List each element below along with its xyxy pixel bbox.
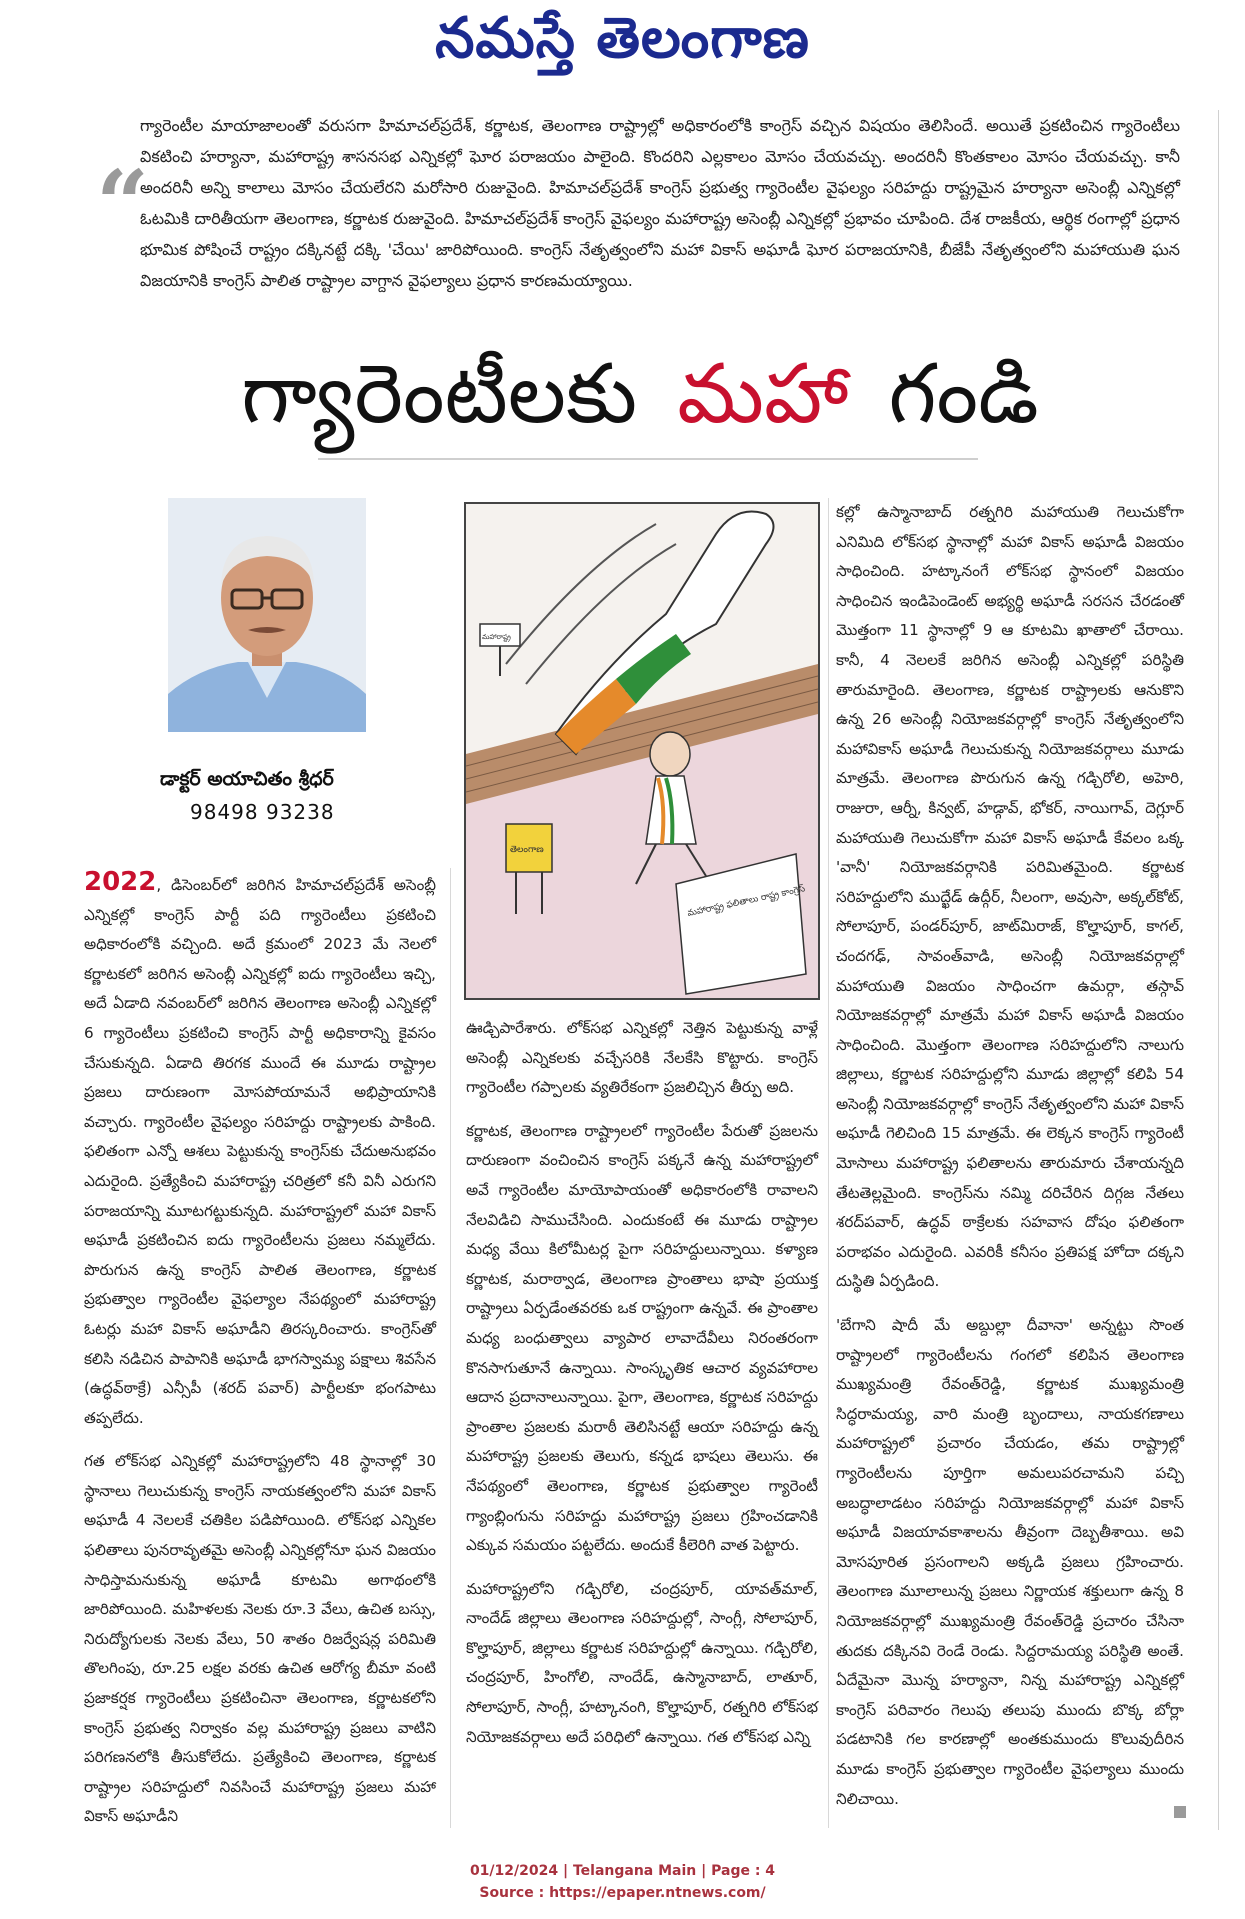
headline — [100, 340, 1180, 450]
footer-source[interactable]: Source : https://epaper.ntnews.com/ — [479, 1885, 766, 1901]
author-name: డాక్టర్ అయాచితం శ్రీధర్ — [160, 768, 334, 790]
author-portrait-icon — [168, 498, 366, 732]
masthead-title: నమస్తే తెలంగాణ — [435, 5, 810, 71]
quote-mark-icon: “ — [96, 150, 149, 258]
footer-date-edition: 01/12/2024 | Telangana Main | Page : 4 — [469, 1863, 776, 1879]
column-1-paragraph-2: గత లోక్‌సభ ఎన్నికల్లో మహారాష్ట్రలోని 48 స్థానాల్లో 30 స్థానాలు గెలుచుకున్న కాంగ్రెస్ నాయకత్వంలోని మహా వికాస్ అఘాడీ 4 నెలలకే చతికిల పడిపోయింది. లోక్‌సభ ఎన్నికల ఫలితాలు పునరావృతమై అసెంబ్లీ ఎన్నికల్లోనూ ఘన విజయం సాధిస్తామనుకున్న అఘాడీ కూటమి అగాథంలోకి జారిపోయింది. మహిళలకు నెలకు రూ.3 వేలు, ఉచిత బస్సు, నిరుద్యోగులకు నెలకు వేలు, 50 శాతం రిజర్వేషన్ల పరిమితి తొలగింపు, రూ.25 లక్షల వరకు ఉచిత ఆరోగ్య బీమా వంటి ప్రజాకర్షక గ్యారెంటీలు ప్రకటించినా తెలంగాణ, కర్ణాటకలోని కాంగ్రెస్ ప్రభుత్వ నిర్వాకం వల్ల మహారాష్ట్ర ప్రజలు వాటిని పరిగణనలోకి తీసుకోలేదు. ప్రత్యేకించి తెలంగాణ, కర్ణాటక రాష్ట్రాల సరిహద్దులో నివసించే మహారాష్ట్ర ప్రజలు మహా వికాస్ అఘాడీని — [84, 1452, 436, 1826]
cartoon-sign-telangana: తెలంగాణ — [510, 845, 544, 855]
column-1-text-1: , డిసెంబర్‌లో జరిగిన హిమాచల్‌ప్రదేశ్ అసెంబ్లీ ఎన్నికల్లో కాంగ్రెస్ పార్టీ పది గ్యారెంటీలు ప్రకటించి అధికారంలోకి వచ్చింది. అదే క్రమంలో 2023 మే నెలలో కర్ణాటకలో జరిగిన అసెంబ్లీ ఎన్నికల్లో ఐదు గ్యారెంటీలు ఇచ్చి, అదే ఏడాది నవంబర్‌లో జరిగిన తెలంగాణ అసెంబ్లీ ఎన్నికల్లో 6 గ్యారెంటీలు ప్రకటించి కాంగ్రెస్ పార్టీ అధికారాన్ని కైవసం చేసుకున్నది. ఏడాది తిరగక ముందే ఈ మూడు రాష్ట్రాల ప్రజలు దారుణంగా మోసపోయామనే అభిప్రాయానికి వచ్చారు. గ్యారెంటీల వైఫల్యం సరిహద్దు రాష్ట్రాలకు పాకింది. ఫలితంగా ఎన్నో ఆశలు పెట్టుకున్న కాంగ్రెస్‌కు చేదుఅనుభవం ఎదురైంది. ప్రత్యేకించి మహారాష్ట్ర చరిత్రలో కనీ వినీ ఎరుగని పరాజయాన్ని మూటగట్టుకున్నది. మహారాష్ట్రలో మహా వికాస్ అఘాడీ ప్రకటించిన ఐదు గ్యారెంటీలను ప్రజలు నమ్మలేదు. పొరుగున ఉన్న కాంగ్రెస్ పాలిత తెలంగాణ, కర్ణాటక ప్రభుత్వాల గ్యారెంటీల వైఫల్యాల నేపథ్యంలో మహారాష్ట్ర ఓటర్లు మహా వికాస్ అఘాడీని తిరస్కరించారు. కాంగ్రెస్‌తో కలిసి నడిచిన పాపానికి అఘాడీ భాగస్వామ్య పక్షాలు శివసేన (ఉద్ధవ్‌ఠాక్రే) ఎన్సీపీ (శరద్ పవార్) పార్టీలకూ భంగపాటు తప్పలేదు. — [84, 876, 436, 1427]
author-phone: 98498 93238 — [190, 800, 335, 824]
column-3-paragraph-2: 'బేగాని షాదీ మే అబ్దుల్లా దీవానా' అన్నట్టు సొంత రాష్ట్రాలలో గ్యారెంటీలను గంగలో కలిపిన తెలంగాణ ముఖ్యమంత్రి రేవంత్‌రెడ్డి, కర్ణాటక ముఖ్యమంత్రి సిద్ధరామయ్య, వారి మంత్రి బృందాలు, నాయకగణాలు మహారాష్ట్రలో ప్రచారం చేయడం, తమ రాష్ట్రాల్లో గ్యారెంటీలను పూర్తిగా అమలుపరచామని పచ్చి అబద్ధాలాడటం సరిహద్దు నియోజకవర్గాల్లో మహా వికాస్ అఘాడీ విజయావకాశాలను తీవ్రంగా దెబ్బతీశాయి. అవి మోసపూరిత ప్రసంగాలని అక్కడి ప్రజలు గ్రహించారు. తెలంగాణ మూలాలున్న ప్రజలు నిర్ణాయక శక్తులుగా ఉన్న 8 నియోజకవర్గాల్లో ముఖ్యమంత్రి రేవంత్‌రెడ్డి ప్రచారం చేసినా తుదకు దక్కినవి రెండే రెండు. సిద్దరామయ్య పరిస్థితి అంతే. ఏదేమైనా మొన్న హర్యానా, నిన్న మహారాష్ట్ర ఎన్నికల్లో కాంగ్రెస్ పరివారం గెలుపు తలుపు ముందు బొక్క బోర్లా పడటానికి గల కారణాల్లో అంతకుముందు కొలువుదీరిన మూడు కాంగ్రెస్ ప్రభుత్వాల గ్యారెంటీల వైఫల్యాలు ముందు నిలిచాయి. — [836, 1316, 1184, 1808]
column-2-paragraph-2: మహారాష్ట్రలోని గడ్చిరోలి, చంద్రపూర్, యావత్‌మాల్, నాందేడ్ జిల్లాలు తెలంగాణ సరిహద్దుల్లో, సాంగ్లీ, సోలాపూర్, కొల్హాపూర్, జిల్లాలు కర్ణాటక సరిహద్దుల్లో ఉన్నాయి. గడ్చిరోలి, చంద్రపూర్, హింగోలి, నాందేడ్, ఉస్మానాబాద్, లాతూర్, సోలాపూర్, సాంగ్లీ, హట్కానంగి, కొల్హాపూర్, రత్నగిరి లోక్‌సభ నియోజకవర్గాలు అదే పరిధిలో ఉన్నాయి. గత లోక్‌సభ ఎన్ని — [466, 1579, 818, 1746]
headline-part-1: గ్యారెంటీలకు — [241, 347, 638, 442]
headline-part-2: మహా — [677, 347, 849, 442]
column-1-paragraph-1 — [84, 868, 436, 1433]
article-column-3 — [836, 498, 1184, 1828]
column-2-paragraph-1: కర్ణాటక, తెలంగాణ రాష్ట్రాలలో గ్యారెంటీల పేరుతో ప్రజలను దారుణంగా వంచించిన కాంగ్రెస్ పక్కనే ఉన్న మహారాష్ట్రలో అవే గ్యారెంటీల మాయోపాయంతో అధికారంలోకి రావాలని నేలవిడిచి సాముచేసింది. ఎందుకంటే ఈ మూడు రాష్ట్రాల మధ్య వేయి కిలోమీటర్ల పైగా సరిహద్దులున్నాయి. కళ్యాణ కర్ణాటక, మరాఠ్వాడ, తెలంగాణ ప్రాంతాలు భాషా ప్రయుక్త రాష్ట్రాలు ఏర్పడేంతవరకు ఒక రాష్ట్రంగా ఉన్నవే. ఈ ప్రాంతాల మధ్య బంధుత్వాలు వ్యాపార లావాదేవీలు నిరంతరంగా కొనసాగుతూనే ఉన్నాయి. సాంస్కృతిక ఆచార వ్యవహారాల ఆదాన ప్రదానాలున్నాయి. పైగా, తెలంగాణ, కర్ణాటక సరిహద్దు ప్రాంతాల ప్రజలకు మరాఠీ తెలిసినట్టే ఆయా సరిహద్దు ఉన్న మహారాష్ట్ర ప్రజలకు తెలుగు, కన్నడ భాషలు తెలుసు. ఈ నేపథ్యంలో తెలంగాణ, కర్ణాటక ప్రభుత్వాల గ్యారెంటీ గ్యాంబ్లింగును సరిహద్దు మహారాష్ట్ర ప్రజలు గ్రహించడానికి ఎక్కువ సమయం పట్టలేదు. అందుకే కీలెరిగి వాత పెట్టారు. — [466, 1121, 818, 1555]
editorial-cartoon — [464, 502, 820, 1000]
lede-paragraph: గ్యారెంటీల మాయాజాలంతో వరుసగా హిమాచల్‌ప్రదేశ్, కర్ణాటక, తెలంగాణ రాష్ట్రాల్లో అధికారంలోకి కాంగ్రెస్ వచ్చిన విషయం తెలిసిందే. అయితే ప్రకటించిన గ్యారెంటీలు వికటించి హర్యానా, మహారాష్ట్ర శాసనసభ ఎన్నికల్లో ఘోర పరాజయం పాలైంది. కొందరిని ఎల్లకాలం మోసం చేయవచ్చు. అందరినీ కొంతకాలం మోసం చేయవచ్చు. కానీ అందరినీ అన్ని కాలాలు మోసం చేయలేరని మరోసారి రుజువైంది. హిమాచల్‌ప్రదేశ్ కాంగ్రెస్ ప్రభుత్వ గ్యారెంటీల వైఫల్యం సరిహద్దు రాష్ట్రమైన హర్యానా అసెంబ్లీ ఎన్నికల్లో ఓటమికి దారితీయగా తెలంగాణ, కర్ణాటక రుజువైంది. హిమాచల్‌ప్రదేశ్ కాంగ్రెస్ వైఫల్యం మహారాష్ట్ర అసెంబ్లీ ఎన్నికల్లో ప్రభావం చూపింది. దేశ రాజకీయ, ఆర్థిక రంగాల్లో ప్రధాన భూమిక పోషించే రాష్ట్రం దక్కినట్టే దక్కి 'చేయి' జారిపోయింది. కాంగ్రెస్ నేతృత్వంలోని మహా వికాస్ అఘాడీ ఘోర పరాజయానికి, బీజేపీ నేతృత్వంలోని మహాయుతి ఘన విజయానికి కాంగ్రెస్ పాలిత రాష్ట్రాల వాగ్దాన వైఫల్యాలు ప్రధాన కారణమయ్యాయి. — [140, 116, 1180, 290]
cartoon-sign-maharashtra: మహారాష్ట్ర — [482, 633, 511, 641]
page-side-rule — [1218, 110, 1219, 1830]
column-divider-2 — [828, 498, 829, 1828]
page-footer — [0, 1860, 1245, 1904]
cartoon-illustration-icon — [466, 504, 818, 998]
article-column-2 — [466, 1014, 818, 1766]
masthead — [0, 6, 1245, 84]
column-2-paragraph-0: ఊడ్చిపారేశారు. లోక్‌సభ ఎన్నికల్లో నెత్తిన పెట్టుకున్న వాళ్లే అసెంబ్లీ ఎన్నికలకు వచ్చేసరికి నేలకేసి కొట్టారు. కాంగ్రెస్ గ్యారెంటీల గప్పాలకు వ్యతిరేకంగా ప్రజలిచ్చిన తీర్పు అది. — [466, 1019, 818, 1097]
headline-part-3: గండి — [888, 347, 1039, 442]
cartoon-paper-text: మహారాష్ట్ర ఫలితాలు రాష్ట్ర కాంగ్రెస్ — [686, 884, 807, 919]
column-3-paragraph-1: కల్లో ఉస్మానాబాద్ రత్నగిరి మహాయుతి గెలుచుకోగా ఎనిమిది లోక్‌సభ స్థానాల్లో మహా వికాస్ అఘాడీ విజయం సాధించింది. హట్కానంగే లోక్‌సభ స్థానంలో విజయం సాధించిన ఇండిపెండెంట్ అభ్యర్థి అఘాడీ సరసన చేరడంతో మొత్తంగా 11 స్థానాల్లో 9 ఆ కూటమి ఖాతాలో చేరాయి. కానీ, 4 నెలలకే జరిగిన అసెంబ్లీ ఎన్నికల్లో పరిస్థితి తారుమారైంది. తెలంగాణ, కర్ణాటక రాష్ట్రాలకు ఆనుకొని ఉన్న 26 అసెంబ్లీ నియోజకవర్గాల్లో కాంగ్రెస్ నేతృత్వంలోని మహావికాస్ అఘాడీ గెలుచుకున్న నియోజకవర్గాలు మూడు మాత్రమే. తెలంగాణ పొరుగున ఉన్న గడ్చిరోలి, అహెరి, రాజురా, ఆర్నీ, కిన్వట్, హడ్గావ్, భోకర్, నాయిగావ్, దెగ్లూర్ మహాయుతి గెలుచుకోగా మహా వికాస్ అఘాడీ కేవలం ఒక్క 'వానీ' నియోజకవర్గానికి పరిమితమైంది. కర్ణాటక సరిహద్దులోని ముద్ఖేడ్ ఉద్గీర్, నీలంగా, అవుసా, అక్కల్‌కోట్, సోలాపూర్, పండర్‌పూర్, జాట్‌మిరాజ్, కొల్హాపూర్, కాగల్, చందగఢ్, సావంత్‌వాడి, అసెంబ్లీ నియోజకవర్గాల్లో మహాయుతి విజయం సాధించగా ఉమర్గా, తస్గావ్ నియోజకవర్గాల్లో మాత్రమే మహా వికాస్ అఘాడీ విజయం సాధించింది. మొత్తంగా తెలంగాణ సరిహద్దులోని నాలుగు జిల్లాలు, కర్ణాటక సరిహద్దుల్లోని మూడు జిల్లాల్లో కలిపి 54 అసెంబ్లీ నియోజకవర్గాల్లో కాంగ్రెస్ నేతృత్వంలోని మహా వికాస్ అఘాడీ గెలిచింది 15 మాత్రమే. ఈ లెక్కన కాంగ్రెస్ గ్యారెంటీ మోసాలు మహారాష్ట్ర ఫలితాలను తారుమారు చేశాయన్నది తేటతెల్లమైంది. కాంగ్రెస్‌ను నమ్మి దరిచేరిన దిగ్గజ నేతలు శరద్‌పవార్, ఉద్ధవ్ ఠాక్రేలకు సహవాస దోషం ఫలితంగా పరాభవం ఎదురైంది. ఎవరికీ కనీసం ప్రతిపక్ష హోదా దక్కని దుస్థితి ఏర్పడింది. — [836, 503, 1184, 1291]
article-end-mark — [1174, 1806, 1186, 1818]
dropcap-year: 2022 — [84, 867, 157, 897]
author-photo — [168, 498, 366, 732]
article-column-1 — [84, 868, 436, 1846]
column-divider-1 — [450, 868, 451, 1828]
headline-rule — [318, 458, 978, 460]
